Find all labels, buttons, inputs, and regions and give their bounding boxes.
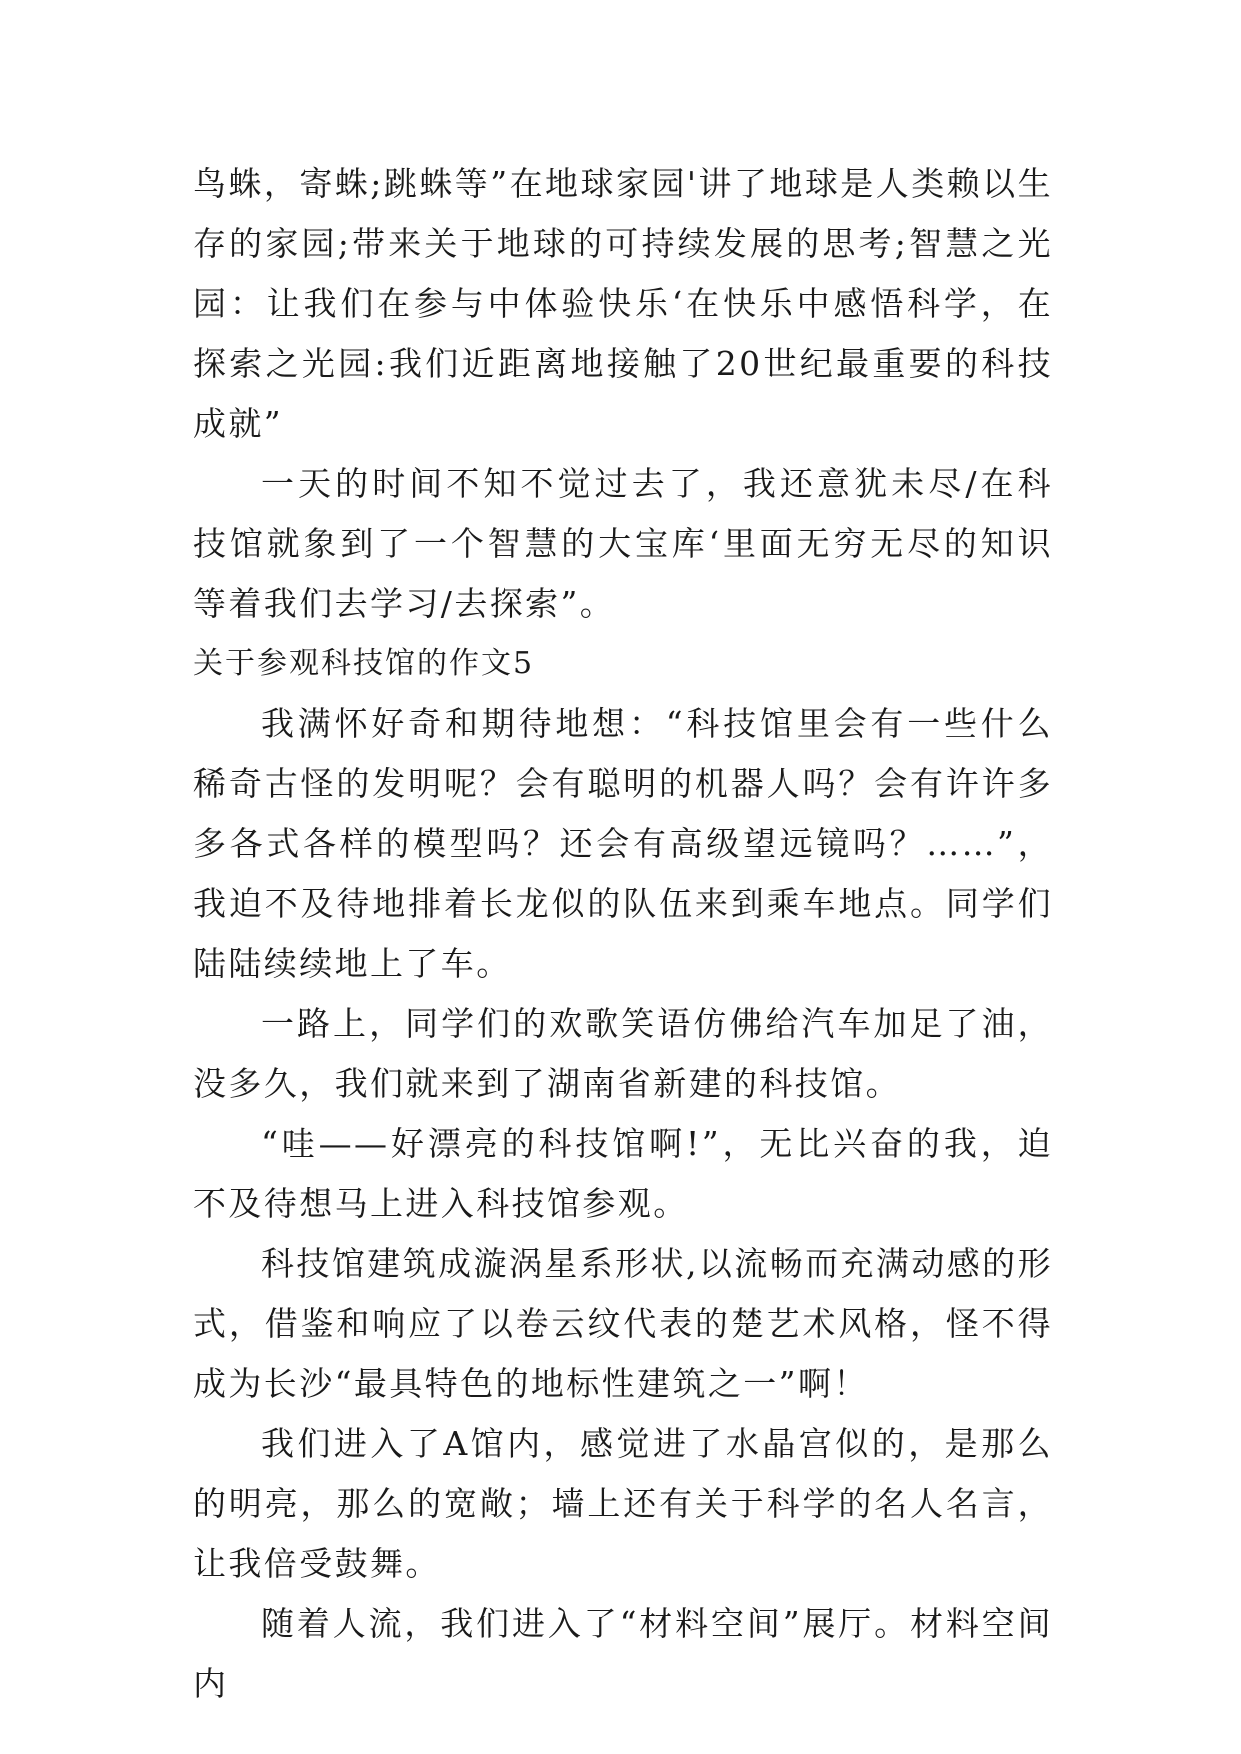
paragraph-continued: 鸟蛛，寄蛛;跳蛛等”在地球家园'讲了地球是人类赖以生存的家园;带来关于地球的可持续发展的思考;智慧之光园：让我们在参与中体验快乐‘在快乐中感悟科学，在探索之光园:我们近距离地接触了20世纪最重要的科技成就” [193, 164, 1053, 443]
paragraph-hall-a: 我们进入了A馆内，感觉进了水晶宫似的，是那么的明亮，那么的宽敞；墙上还有关于科学的名人名言，让我倍受鼓舞。 [193, 1424, 1053, 1583]
paragraph-material-space: 随着人流，我们进入了“材料空间”展厅。材料空间内 [193, 1604, 1053, 1703]
paragraph-curiosity: 我满怀好奇和期待地想：“科技馆里会有一些什么稀奇古怪的发明呢？会有聪明的机器人吗？会有许许多多各式各样的模型吗？还会有高级望远镜吗？……”，我迫不及待地排着长龙似的队伍来到乘车地点。同学们陆陆续续地上了车。 [193, 704, 1053, 983]
essay-heading: 关于参观科技馆的作文5 [193, 646, 535, 681]
paragraph-architecture: 科技馆建筑成漩涡星系形状,以流畅而充满动感的形式，借鉴和响应了以卷云纹代表的楚艺术风格，怪不得成为长沙“最具特色的地标性建筑之一”啊！ [193, 1244, 1053, 1403]
paragraph-on-the-road: 一路上，同学们的欢歌笑语仿佛给汽车加足了油，没多久，我们就来到了湖南省新建的科技馆。 [193, 1004, 1053, 1103]
document-body [193, 154, 1053, 1714]
paragraph-day-ends: 一天的时间不知不觉过去了，我还意犹未尽/在科技馆就象到了一个智慧的大宝库‘里面无穷无尽的知识等着我们去学习/去探索”。 [193, 464, 1053, 623]
paragraph-exclamation: “哇——好漂亮的科技馆啊!”，无比兴奋的我，迫不及待想马上进入科技馆参观。 [193, 1124, 1053, 1223]
